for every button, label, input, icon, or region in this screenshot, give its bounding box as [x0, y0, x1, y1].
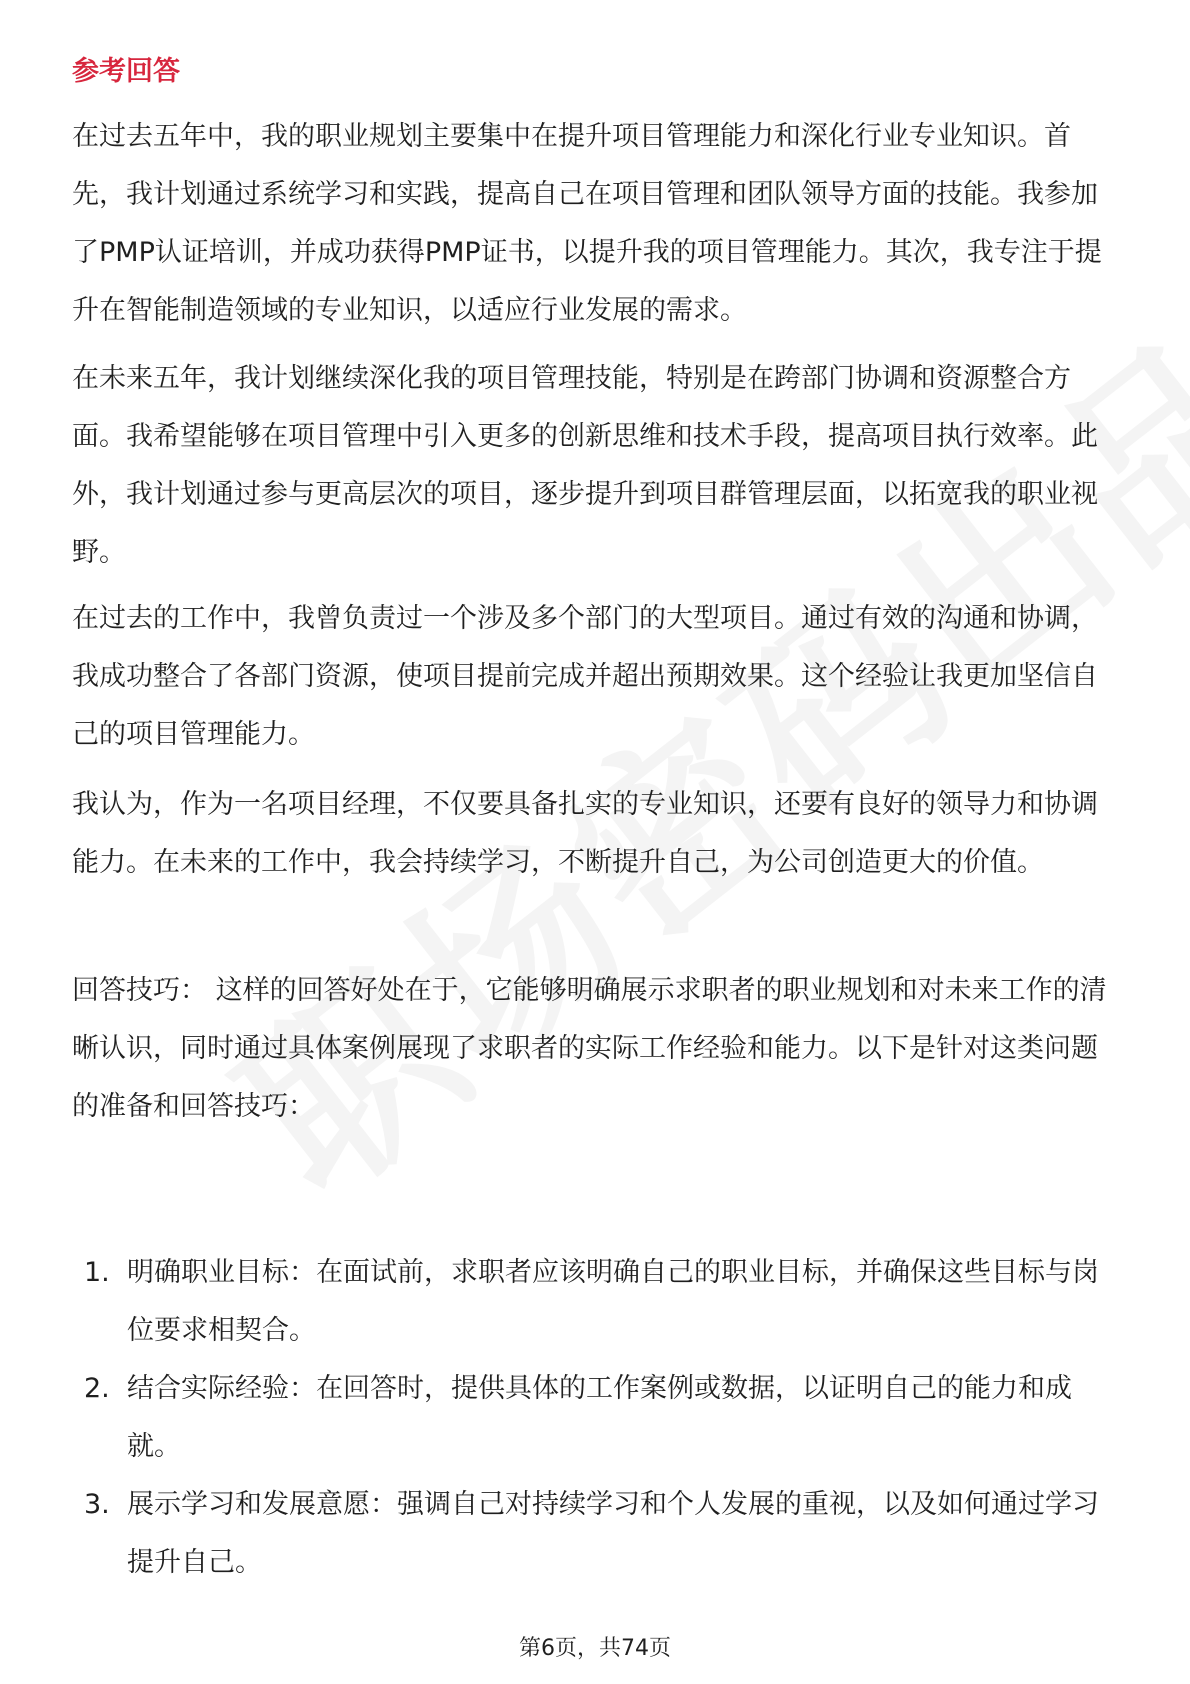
- list-item: [72, 1360, 1122, 1476]
- list-number: 3.: [84, 1489, 110, 1520]
- paragraph-5: 回答技巧： 这样的回答好处在于，它能够明确展示求职者的职业规划和对未来工作的清晰认识，同时通过具体案例展现了求职者的实际工作经验和能力。以下是针对这类问题的准备和回答技巧：: [72, 975, 1107, 1122]
- paragraph-4: 我认为，作为一名项目经理，不仅要具备扎实的专业知识，还要有良好的领导力和协调能力。在未来的工作中，我会持续学习，不断提升自己，为公司创造更大的价值。: [72, 789, 1098, 878]
- list-number: 2.: [84, 1373, 110, 1404]
- paragraph-1: 在过去五年中，我的职业规划主要集中在提升项目管理能力和深化行业专业知识。首先，我计划通过系统学习和实践，提高自己在项目管理和团队领导方面的技能。我参加了PMP认证培训，并成功获得PMP证书，以提升我的项目管理能力。其次，我专注于提升在智能制造领域的专业知识，以适应行业发展的需求。: [72, 121, 1102, 326]
- section-title: 参考回答: [72, 56, 180, 87]
- paragraph-3: 在过去的工作中，我曾负责过一个涉及多个部门的大型项目。通过有效的沟通和协调，我成功整合了各部门资源，使项目提前完成并超出预期效果。这个经验让我更加坚信自己的项目管理能力。: [72, 603, 1098, 750]
- list-item: [72, 1244, 1122, 1360]
- paragraph-2: 在未来五年，我计划继续深化我的项目管理技能，特别是在跨部门协调和资源整合方面。我希望能够在项目管理中引入更多的创新思维和技术手段，提高项目执行效率。此外，我计划通过参与更高层次的项目，逐步提升到项目群管理层面，以拓宽我的职业视野。: [72, 363, 1098, 568]
- list-number: 1.: [84, 1257, 110, 1288]
- list-text: 结合实际经验：在回答时，提供具体的工作案例或数据，以证明自己的能力和成就。: [127, 1373, 1072, 1462]
- list-item: [72, 1476, 1122, 1592]
- tips-list: [72, 1244, 1122, 1592]
- list-text: 明确职业目标：在面试前，求职者应该明确自己的职业目标，并确保这些目标与岗位要求相契合。: [127, 1257, 1099, 1346]
- page-number-footer: 第6页，共74页: [519, 1636, 671, 1661]
- list-text: 展示学习和发展意愿：强调自己对持续学习和个人发展的重视，以及如何通过学习提升自己。: [127, 1489, 1099, 1578]
